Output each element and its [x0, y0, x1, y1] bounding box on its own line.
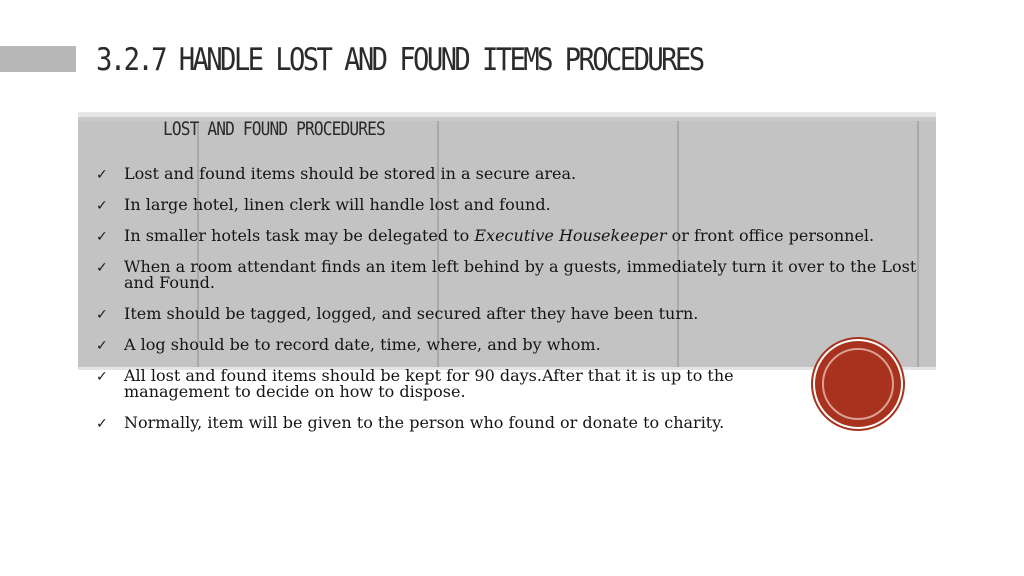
- list-item-text-end: or front office personnel.: [666, 226, 875, 245]
- list-item-text-start: In smaller hotels task may be delegated to: [124, 226, 475, 245]
- list-item: [96, 306, 926, 322]
- checkmark-icon: ✓: [96, 167, 108, 183]
- list-item: [96, 368, 926, 400]
- checkmark-icon: ✓: [96, 338, 108, 354]
- checkmark-icon: ✓: [96, 369, 108, 385]
- list-item: [96, 337, 926, 353]
- procedure-list: [96, 166, 926, 446]
- list-item-text: A log should be to record date, time, where, and by whom.: [124, 335, 601, 354]
- slide-title: 3.2.7 HANDLE LOST AND FOUND ITEMS PROCEDURES: [96, 42, 703, 78]
- list-item-text: Lost and found items should be stored in a secure area.: [124, 164, 577, 183]
- list-item: [96, 259, 926, 291]
- checkmark-icon: ✓: [96, 416, 108, 432]
- list-item-text: Item should be tagged, logged, and secured after they have been turn.: [124, 304, 699, 323]
- list-item: [96, 228, 926, 244]
- list-item-text: In large hotel, linen clerk will handle lost and found.: [124, 195, 551, 214]
- checkmark-icon: ✓: [96, 260, 108, 276]
- list-item-text: All lost and found items should be kept for 90 days.After that it is up to the management to decide on how to dispose.: [124, 366, 734, 401]
- checkmark-icon: ✓: [96, 198, 108, 214]
- list-item-emphasis: Executive Housekeeper: [474, 226, 667, 245]
- checkmark-icon: ✓: [96, 307, 108, 323]
- section-subtitle: LOST AND FOUND PROCEDURES: [163, 118, 385, 140]
- decorative-seal-inner-ring: [822, 348, 894, 420]
- list-item-text: Normally, item will be given to the person who found or donate to charity.: [124, 413, 725, 432]
- list-item: [96, 197, 926, 213]
- title-accent-bar: [0, 46, 76, 72]
- list-item-text: When a room attendant finds an item left behind by a guests, immediately turn it over to the Lost and Found.: [124, 257, 917, 292]
- list-item: [96, 415, 926, 431]
- checkmark-icon: ✓: [96, 229, 108, 245]
- list-item: [96, 166, 926, 182]
